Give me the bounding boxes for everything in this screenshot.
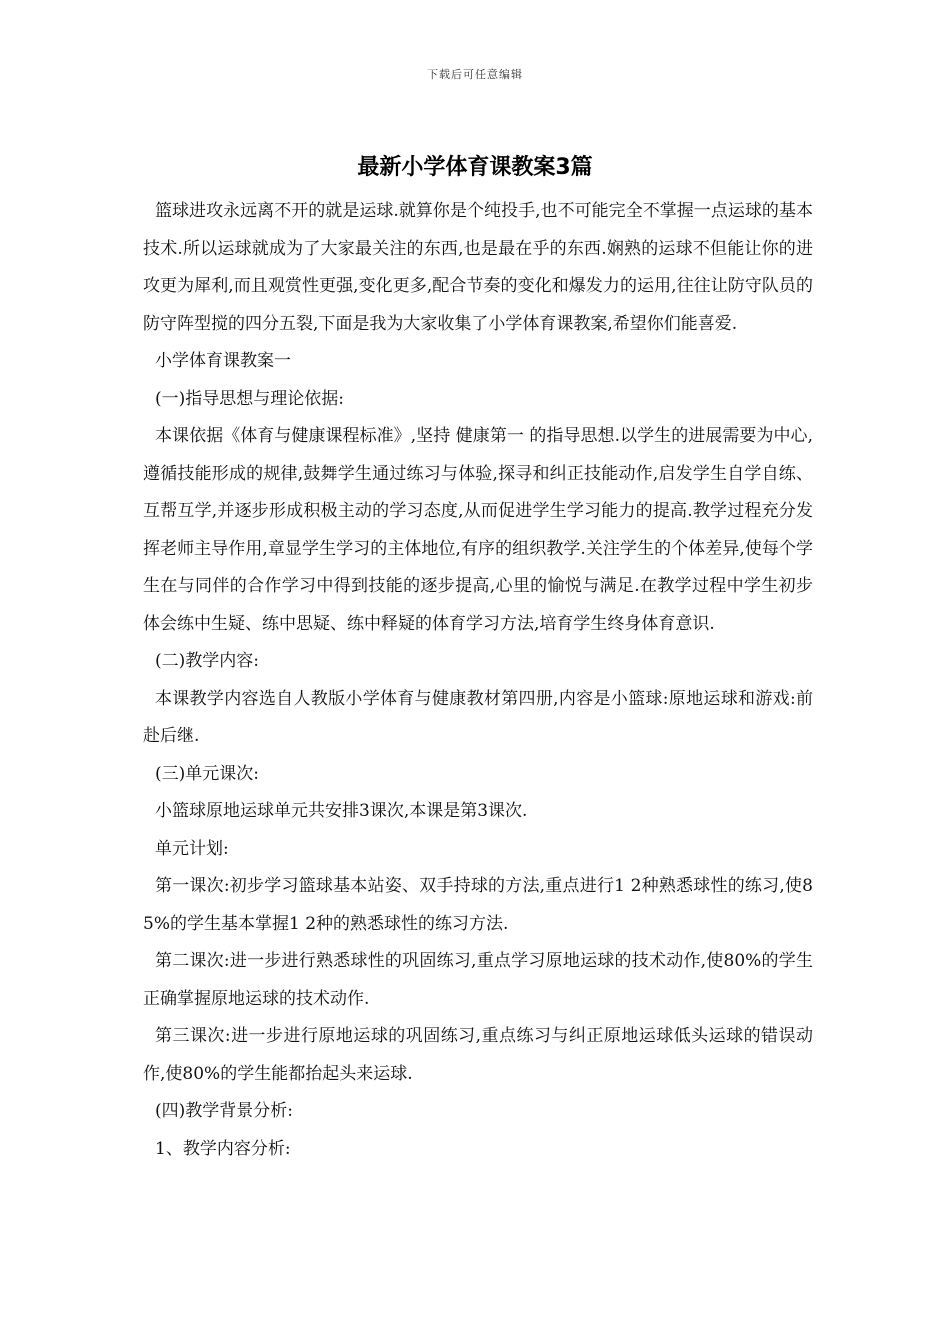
paragraph-lesson-two: 第二课次:进一步进行熟悉球性的巩固练习,重点学习原地运球的技术动作,使80%的学生正确掌握原地运球的技术动作. xyxy=(143,951,813,1009)
section-heading-unit-lessons: (三)单元课次: xyxy=(155,763,259,784)
section-heading-guiding-thought: (一)指导思想与理论依据: xyxy=(155,388,344,409)
paragraph-guiding-thought: 本课依据《体育与健康课程标准》,坚持 健康第一 的指导思想.以学生的进展需要为中心,遵循技能形成的规律,鼓舞学生通过练习与体验,探寻和纠正技能动作,启发学生自学自练、互帮互学,并逐步形成积极主动的学习态度,从而促进学生学习能力的提高.教学过程充分发挥老师主导作用,章显学生学习的主体地位,有序的组织教学.关注学生的个体差异,使每个学生在与同伴的合作学习中得到技能的逐步提高,心里的愉悦与满足.在教学过程中学生初步体会练中生疑、练中思疑、练中释疑的体育学习方法,培育学生终身体育意识. xyxy=(143,426,813,634)
paragraph-lesson-three: 第三课次:进一步进行原地运球的巩固练习,重点练习与纠正原地运球低头运球的错误动作,使80%的学生能都抬起头来运球. xyxy=(143,1026,813,1084)
paragraph-unit-lessons: 小篮球原地运球单元共安排3课次,本课是第3课次. xyxy=(155,801,528,821)
section-heading-unit-plan: 单元计划: xyxy=(155,838,229,859)
paragraph-teaching-content: 本课教学内容选自人教版小学体育与健康教材第四册,内容是小篮球:原地运球和游戏:前赴后继. xyxy=(143,688,813,746)
paragraph-intro: 篮球进攻永远离不开的就是运球.就算你是个纯投手,也不可能完全不掌握一点运球的基本技术.所以运球就成为了大家最关注的东西,也是最在乎的东西.娴熟的运球不但能让你的进攻更为犀利,而且观赏性更强,变化更多,配合节奏的变化和爆发力的运用,往往让防守队员的防守阵型搅的四分五裂,下面是我为大家收集了小学体育课教案,希望你们能喜爱. xyxy=(143,201,813,334)
paragraph-lesson-one: 第一课次:初步学习篮球基本站姿、双手持球的方法,重点进行1 2种熟悉球性的练习,使85%的学生基本掌握1 2种的熟悉球性的练习方法. xyxy=(143,876,813,934)
section-heading-lesson-one: 小学体育课教案一 xyxy=(155,351,291,371)
section-heading-teaching-content: (二)教学内容: xyxy=(155,651,259,671)
document-body xyxy=(143,193,813,1168)
section-heading-content-analysis: 1、教学内容分析: xyxy=(155,1138,291,1159)
header-note: 下载后可任意编辑 xyxy=(427,68,523,81)
document-title: 最新小学体育课教案3篇 xyxy=(357,155,593,180)
section-heading-background: (四)教学背景分析: xyxy=(155,1101,293,1121)
